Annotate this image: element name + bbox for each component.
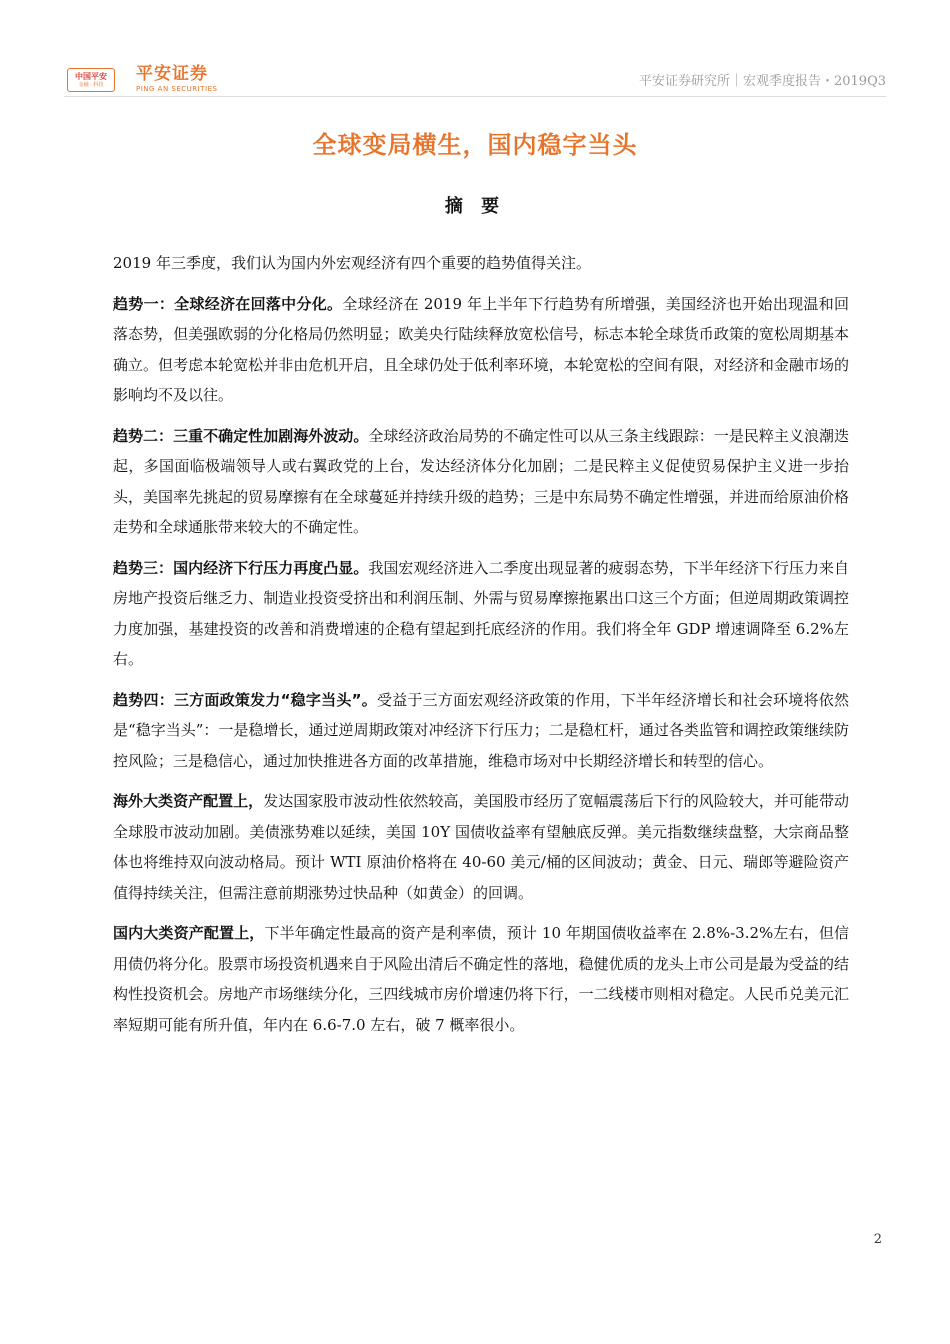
page-header: [0, 0, 950, 110]
trend-three-paragraph: [113, 553, 849, 675]
paragraph-lead: 趋势一：全球经济在回落中分化。: [113, 294, 343, 313]
paragraph-body: 全球经济在 2019 年上半年下行趋势有所增强，美国经济也开始出现温和回落态势，但美强欧弱的分化格局仍然明显；欧美央行陆续释放宽松信号，标志本轮全球货币政策的宽松周期基本确立。但考虑本轮宽松并非由危机开启，且全球仍处于低利率环境，本轮宽松的空间有限，对经济和金融市场的影响均不及以往。: [113, 294, 849, 404]
page-number: 2: [873, 1232, 882, 1247]
domestic-allocation-paragraph: [113, 918, 849, 1040]
paragraph-body: 发达国家股市波动性依然较高，美国股市经历了宽幅震荡后下行的风险较大，并可能带动全球股市波动加剧。美债涨势难以延续，美国 10Y 国债收益率有望触底反弹。美元指数继续盘整，大宗商品整体也将维持双向波动格局。预计 WTI 原油价格将在 40-60 美元/桶的区间波动；黄金、日元、瑞郎等避险资产值得持续关注，但需注意前期涨势过快品种（如黄金）的回调。: [113, 792, 849, 902]
report-header-label: 平安证券研究所｜宏观季度报告・2019Q3: [638, 74, 886, 89]
paragraph-lead: 趋势二：三重不确定性加剧海外波动。: [113, 426, 369, 445]
intro-paragraph: 2019 年三季度，我们认为国内外宏观经济有四个重要的趋势值得关注。: [113, 254, 591, 272]
document-body: [113, 248, 849, 1050]
logo-brand-english: PING AN SECURITIES: [136, 85, 218, 93]
paragraph-body: 受益于三方面宏观经济政策的作用，下半年经济增长和社会环境将依然是“稳字当头”：一是稳增长，通过逆周期政策对冲经济下行压力；二是稳杠杆，通过各类监管和调控政策继续防控风险；三是稳信心，通过加快推进各方面的改革措施，维稳市场对中长期经济增长和转型的信心。: [113, 690, 849, 770]
header-divider: [64, 96, 886, 97]
paragraph-body: 全球经济政治局势的不确定性可以从三条主线跟踪：一是民粹主义浪潮迭起，多国面临极端领导人或右翼政党的上台，发达经济体分化加剧；二是民粹主义促使贸易保护主义进一步抬头，美国率先挑起的贸易摩擦有在全球蔓延并持续升级的趋势；三是中东局势不确定性增强，并进而给原油价格走势和全球通胀带来较大的不确定性。: [113, 426, 849, 536]
paragraph-lead: 海外大类资产配置上，: [113, 792, 264, 810]
logo-brand-text: 平安证券: [136, 64, 208, 84]
trend-two-paragraph: [113, 421, 849, 543]
paragraph-lead: 趋势三：国内经济下行压力再度凸显。: [113, 558, 369, 577]
paragraph-body: 下半年确定性最高的资产是利率债，预计 10 年期国债收益率在 2.8%-3.2%左右，但信用债仍将分化。股票市场投资机遇来自于风险出清后不确定性的落地，稳健优质的龙头上市公司是最为受益的结构性投资机会。房地产市场继续分化，三四线城市房价增速仍将下行，一二线楼市则相对稳定。人民币兑美元汇率短期可能有所升值，年内在 6.6-7.0 左右，破 7 概率很小。: [113, 924, 849, 1034]
ping-an-group-logo: [67, 68, 115, 92]
logo-primary-subtext: 金融 · 科技: [78, 82, 104, 88]
page-title: 全球变局横生，国内稳字当头: [312, 131, 638, 159]
trend-one-paragraph: [113, 289, 849, 411]
logo-primary-text: 中国平安: [75, 72, 107, 81]
overseas-allocation-paragraph: [113, 786, 849, 908]
paragraph-lead: 趋势四：三方面政策发力“稳字当头”。: [113, 690, 377, 709]
paragraph-body: 我国宏观经济进入二季度出现显著的疲弱态势，下半年经济下行压力来自房地产投资后继乏力、制造业投资受挤出和利润压制、外需与贸易摩擦拖累出口这三个方面；但逆周期政策调控力度加强，基建投资的改善和消费增速的企稳有望起到托底经济的作用。我们将全年 GDP 增速调降至 6.2%左右。: [113, 558, 849, 668]
ping-an-securities-logo: [136, 64, 236, 96]
trend-four-paragraph: [113, 685, 849, 777]
section-heading: 摘 要: [444, 196, 506, 217]
paragraph-lead: 国内大类资产配置上，: [113, 924, 265, 942]
